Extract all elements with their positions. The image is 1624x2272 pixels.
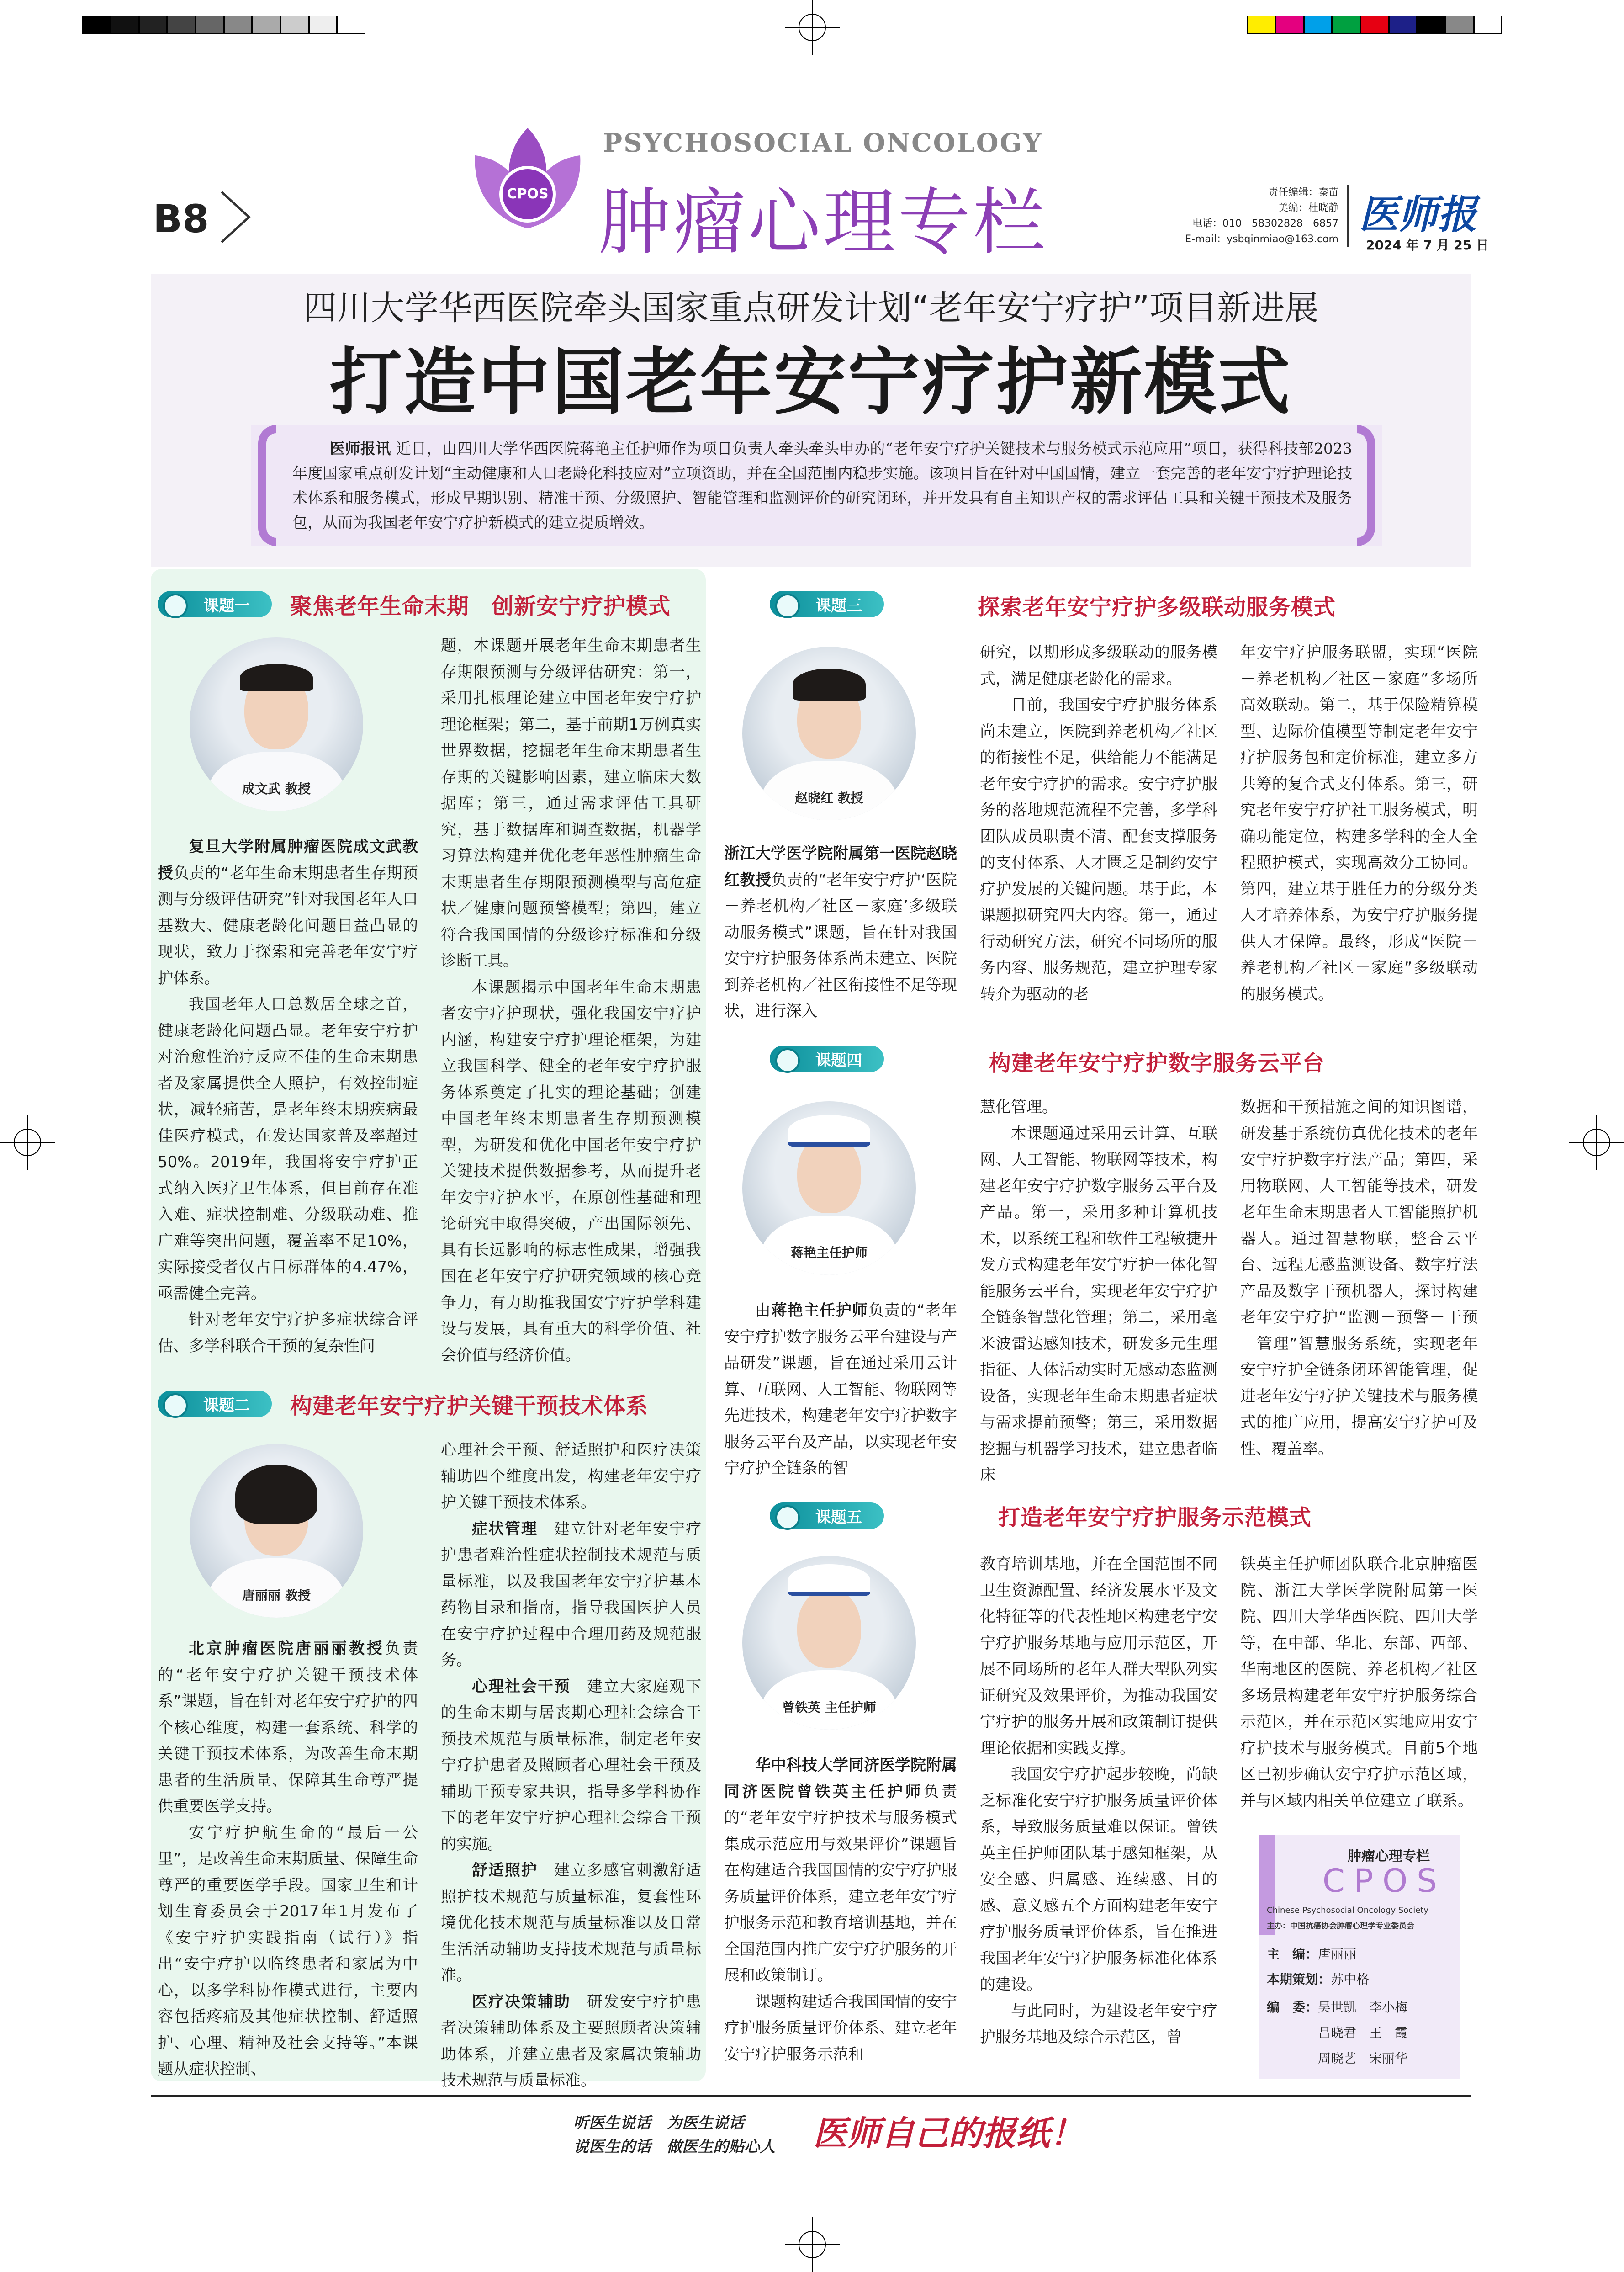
paragraph: 本课题揭示中国老年生命末期患者安宁疗护现状，强化我国安宁疗护内涵，构建安宁疗护理论框架，为建立我国科学、健全的老年安宁疗护服务体系奠定了扎实的理论基础；创建中国老年终末期患者生存期预测模型，为研发和优化中国老年安宁疗护关键技术提供数据参考，从而提升老年安宁疗护水平，在原创性基础和理论研究中取得突破，产出国际领先、具有长远影响的标志性成果，增强我国在老年安宁疗护研究领域的核心竞争力，有力助推我国安宁疗护学科建设与发展，具有重大的科学价值、社会价值与经济价值。 xyxy=(441,978,701,1364)
paragraph: 安宁疗护航生命的“最后一公里”，是改善生命末期质量、保障生命尊严的重要医学手段。国家卫生和计划生育委员会于2017年1月发布了《安宁疗护实践指南（试行）》指出“安宁疗护以临终患者和家属为中心，以多学科协作模式进行，主要内容包括疼痛及其他症状控制、舒适照护、心理、精神及社会支持等。”本课题从症状控制、 xyxy=(158,1823,418,2078)
paragraph: 症状管理 建立针对老年安宁疗护患者难治性症状控制技术规范与质量标准，以及我国老年安宁疗护基本药物目录和指南，指导我国医护人员在安宁疗护过程中合理用药及规范服务。 xyxy=(441,1519,701,1669)
paragraph: 铁英主任护师团队联合北京肿瘤医院、浙江大学医学院附属第一医院、四川大学华西医院、四川大学等，在中部、华北、东部、西部、华南地区的医院、养老机构／社区多场景构建老年安宁疗护服务综合示范区，并在示范区实地应用安宁疗护技术与服务模式。目前5个地区已初步确认安宁疗护示范区域，并与区域内相关单位建立了联系。 xyxy=(1240,1555,1478,1810)
topic5-title: 打造老年安宁疗护服务示范模式 xyxy=(998,1505,1312,1530)
topic1-title: 聚焦老年生命末期 创新安宁疗护模式 xyxy=(290,593,671,619)
paragraph: 课题构建适合我国国情的安宁疗护服务质量评价体系、建立老年安宁疗护服务示范和 xyxy=(724,1992,957,2064)
credit-line: 电话：010－58302828－6857 xyxy=(1192,218,1338,229)
paragraph: 浙江大学医学院附属第一医院赵晓红教授负责的“老年安宁疗护‘医院－养老机构／社区－家庭’多级联动服务模式”课题，旨在针对我国安宁疗护服务体系尚未建立、医院到养老机构／社区衔接性不足等现状，进行深入 xyxy=(724,844,957,1020)
topic2-photo xyxy=(190,1444,363,1618)
column-title: 肿瘤心理专栏 xyxy=(598,180,1048,265)
paragraph: 年安宁疗护服务联盟，实现“医院－养老机构／社区－家庭”多场所高效联动。第二，基于保险精算模型、边际价值模型等制定老年安宁疗护服务包和定价标准，建立多方共筹的复合式支付体系。第三，研究老年安宁疗护社工服务模式，明确功能定位，构建多学科的全人全程照护模式，实现高效分工协同。第四，建立基于胜任力的分级分类人才培养体系，为安宁疗护服务提供人才保障。最终，形成“医院－养老机构／社区－家庭”多级联动的服务模式。 xyxy=(1240,643,1478,1003)
paragraph: 我国安宁疗护起步较晚，尚缺乏标准化安宁疗护服务质量评价体系，导致服务质量难以保证。曾铁英主任护师团队基于感知框架，从安全感、归属感、连续感、目的感、意义感五个方面构建老年安宁疗护服务质量评价体系，旨在推进我国老年安宁疗护服务标准化体系的建设。 xyxy=(980,1765,1217,1994)
editor-credits xyxy=(1169,185,1338,247)
paragraph: 教育培训基地，并在全国范围不同卫生资源配置、经济发展水平及文化特征等的代表性地区构建老宁安宁疗护服务基地与应用示范区，开展不同场所的老年人群大型队列实证研究及效果评价，为推动我国安宁疗护的服务开展和政策制订提供理论依据和实践支撑。 xyxy=(980,1555,1217,1757)
photo-caption: 蒋艳主任护师 xyxy=(790,1245,868,1260)
topic3-photo xyxy=(742,647,916,820)
paragraph: 复旦大学附属肿瘤医院成文武教授负责的“老年生命末期患者生存期预测与分级评估研究”针对我国老年人口基数大、健康老龄化问题日益凸显的现状，致力于探索和完善老年安宁疗护体系。 xyxy=(158,838,418,987)
footer-rule xyxy=(151,2095,1471,2097)
cpos-box-planner: 本期策划：苏中格 xyxy=(1267,1972,1370,1987)
headline-kicker: 四川大学华西医院牵头国家重点研发计划“老年安宁疗护”项目新进展 xyxy=(303,288,1319,328)
paragraph: 研究，以期形成多级联动的服务模式，满足健康老龄化的需求。 xyxy=(980,643,1217,688)
topic3-title: 探索老年安宁疗护多级联动服务模式 xyxy=(978,595,1336,620)
topic4-photo xyxy=(742,1101,916,1275)
paragraph: 数据和干预措施之间的知识图谱，研发基于系统仿真优化技术的老年安宁疗护数字疗法产品；第四，采用物联网、人工智能等技术，研发老年生命末期患者人工智能照护机器人。通过智慧物联，整合云平台、远程无感监测设备、数字疗法产品及数字干预机器人，探讨构建老年安宁疗护“监测－预警－干预－管理”智慧服务系统，实现老年安宁疗护全链条闭环智能管理，促进老年安宁疗护关键技术与服务模式的推广应用，提高安宁疗护可及性、覆盖率。 xyxy=(1240,1098,1478,1458)
topic5-header xyxy=(770,1501,884,1530)
topic2-column-b xyxy=(441,1437,701,2094)
paragraph: 心理社会干预、舒适照护和医疗决策辅助四个维度出发，构建老年安宁疗护关键干预技术体系。 xyxy=(441,1441,701,1512)
paragraph: 由蒋艳主任护师负责的“老年安宁疗护数字服务云平台建设与产品研发”课题，旨在通过采用云计算、互联网、人工智能、物联网等先进技术，构建老年安宁疗护数字服务云平台及产品，以实现老年安宁疗护全链条的智 xyxy=(724,1301,957,1477)
cpos-box-sponsor: 主办：中国抗癌协会肿瘤心理学专业委员会 xyxy=(1267,1922,1414,1931)
topic5-column-a xyxy=(724,1752,957,2068)
paragraph: 目前，我国安宁疗护服务体系尚未建立，医院到养老机构／社区的衔接性不足，供给能力不能满足老年安宁疗护的需求。安宁疗护服务的落地规范流程不完善，多学科团队成员职责不清、配套支撑服务的支付体系、人才匮乏是制约安宁疗护发展的关键问题。基于此，本课题拟研究四大内容。第一，通过行动研究方法，研究不同场所的服务内容、服务规范，建立护理专家转介为驱动的老 xyxy=(980,696,1217,1003)
crop-mark-top xyxy=(785,0,840,55)
cpos-box-column: 肿瘤心理专栏 xyxy=(1348,1848,1430,1864)
crop-mark-bottom xyxy=(785,2217,840,2272)
registration-bar-left xyxy=(82,16,365,34)
paragraph: 北京肿瘤医院唐丽丽教授负责的“老年安宁疗护关键干预技术体系”课题，旨在针对老年安宁疗护的四个核心维度，构建一套系统、科学的关键干预技术体系，为改善生命末期患者的生活质量、保障其生命尊严提供重要医学支持。 xyxy=(158,1640,418,1815)
topic4-title: 构建老年安宁疗护数字服务云平台 xyxy=(989,1051,1325,1076)
lead-label: 医师报讯 xyxy=(330,440,391,457)
topic5-photo xyxy=(742,1556,916,1730)
topic1-photo xyxy=(190,637,363,811)
cpos-box-society: Chinese Psychosocial Oncology Society xyxy=(1267,1906,1428,1915)
crop-mark-left xyxy=(0,1115,55,1170)
paragraph: 我国老年人口总数居全球之首，健康老龄化问题凸显。老年安宁疗护对治愈性治疗反应不佳的生命末期患者及家属提供全人照护，有效控制症状，减轻痛苦，是老年终末期疾病最佳医疗模式，在发达国家普及率超过50%。2019年，我国将安宁疗护正式纳入医疗卫生体系，但目前存在准入难、症状控制难、分级联动难、推广难等突出问题，覆盖率不足10%，实际接受者仅占目标群体的4.47%，亟需健全完善。 xyxy=(158,995,418,1303)
paragraph: 心理社会干预 建立大家庭观下的生命末期与居丧期心理社会综合干预技术规范与质量标准，制定老年安宁疗护患者及照顾者心理社会干预及辅助干预专家共识，指导多学科协作下的老年安宁疗护心理社会综合干预的实施。 xyxy=(441,1677,701,1853)
photo-caption: 曾铁英 主任护师 xyxy=(782,1700,876,1715)
cpos-info-box xyxy=(1259,1835,1460,2079)
lead-bracket-left xyxy=(258,425,276,546)
topic1-tag: 课题一 xyxy=(158,591,272,617)
topic4-header xyxy=(770,1044,884,1073)
english-title: PSYCHOSOCIAL ONCOLOGY xyxy=(603,128,1043,158)
paragraph: 舒适照护 建立多感官刺激舒适照护技术规范与质量标准，复套性环境优化技术规范与质量标准以及日常生活活动辅助支持技术规范与质量标准。 xyxy=(441,1861,701,1985)
topic1-column-b xyxy=(441,633,701,1369)
topic1-column-a xyxy=(158,834,418,1359)
topic2-tag: 课题二 xyxy=(158,1391,272,1417)
topic3-tag: 课题三 xyxy=(770,591,884,617)
photo-caption: 成文武 教授 xyxy=(242,781,311,796)
topic5-tag: 课题五 xyxy=(770,1502,884,1529)
topic4-column-b xyxy=(980,1094,1217,1489)
lead-paragraph xyxy=(292,436,1352,535)
registration-bar-right xyxy=(1247,16,1502,34)
newspaper-name: 医师报 xyxy=(1359,192,1477,238)
topic5-column-b xyxy=(980,1551,1217,2051)
paragraph: 慧化管理。 xyxy=(980,1098,1058,1116)
paragraph: 医疗决策辅助 研发安宁疗护患者决策辅助体系及主要照顾者决策辅助体系，并建立患者及家属决策辅助技术规范与质量标准。 xyxy=(441,1992,701,2090)
crop-mark-right xyxy=(1569,1115,1624,1170)
paragraph: 华中科技大学同济医学院附属同济医院曾铁英主任护师负责的“老年安宁疗护技术与服务模式集成示范应用与效果评价”课题旨在构建适合我国国情的安宁疗护服务质量评价体系，建立老年安宁疗护服务示范和教育培训基地，并在全国范围内推广安宁疗护服务的开展和政策制订。 xyxy=(724,1756,957,1985)
issue-date: 2024 年 7 月 25 日 xyxy=(1366,238,1489,253)
topic2-column-a xyxy=(158,1636,418,2083)
topic4-tag: 课题四 xyxy=(770,1046,884,1072)
lead-bracket-right xyxy=(1357,425,1375,546)
footer-slogan: 医师自己的报纸！ xyxy=(813,2114,1084,2153)
topic2-title: 构建老年安宁疗护关键干预技术体系 xyxy=(290,1393,649,1419)
masthead-divider xyxy=(1347,185,1349,247)
photo-caption: 唐丽丽 教授 xyxy=(242,1588,311,1603)
footer-tagline-2: 说医生的话 做医生的贴心人 xyxy=(573,2138,775,2156)
paragraph: 题，本课题开展老年生命末期患者生存期限预测与分级评估研究：第一，采用扎根理论建立中国老年安宁疗护理论框架；第二，基于前期1万例真实世界数据，挖掘老年生命末期患者生存期的关键影响因素，建立临床大数据库；第三，通过需求评估工具研究，基于数据库和调查数据，机器学习算法构建并优化老年恶性肿瘤生命末期患者生存期限预测模型与高危症状／健康问题预警模型；第四，建立符合我国国情的分级诊疗标准和分级诊断工具。 xyxy=(441,637,701,970)
headline-main: 打造中国老年安宁疗护新模式 xyxy=(330,340,1292,425)
credit-line: 美编：杜晓静 xyxy=(1278,202,1338,214)
paragraph: 针对老年安宁疗护多症状综合评估、多学科联合干预的复杂性问 xyxy=(158,1311,418,1355)
topic4-column-a xyxy=(724,1298,957,1482)
page-number: B8 xyxy=(153,196,209,241)
topic5-column-c xyxy=(1240,1551,1478,1814)
paragraph: 与此同时，为建设老年安宁疗护服务基地及综合示范区，曾 xyxy=(980,2001,1217,2046)
topic3-column-a xyxy=(724,841,957,1025)
topic3-column-b xyxy=(980,640,1217,1008)
topic4-column-c xyxy=(1240,1094,1478,1462)
credit-line: E-mail：ysbqinmiao@163.com xyxy=(1185,234,1338,245)
lotus-logo xyxy=(461,119,594,251)
cpos-box-logo: CPOS xyxy=(1322,1862,1446,1900)
credit-line: 责任编辑：秦苗 xyxy=(1268,187,1338,198)
photo-caption: 赵晓红 教授 xyxy=(795,791,863,806)
topic3-header xyxy=(770,589,884,619)
paragraph: 本课题通过采用云计算、互联网、人工智能、物联网等技术，构建老年安宁疗护数字服务云平台及产品。第一，采用多种计算机技术，以系统工程和软件工程敏捷开发方式构建老年安宁疗护一体化智能服务云平台，实现老年安宁疗护全链条智慧化管理；第二，采用毫米波雷达感知技术，研发多元生理指征、人体活动实时无感动态监测设备，实现老年生命末期患者症状与需求提前预警；第三，采用数据挖掘与机器学习技术，建立患者临床 xyxy=(980,1124,1217,1484)
topic2-header xyxy=(158,1389,648,1418)
logo-text: CPOS xyxy=(507,186,549,202)
topic3-column-c xyxy=(1240,640,1478,1008)
footer-tagline-1: 听医生说话 为医生说话 xyxy=(573,2114,744,2132)
lead-text: 近日，由四川大学华西医院蒋艳主任护师作为项目负责人牵头牵头申办的“老年安宁疗护关键技术与服务模式示范应用”项目，获得科技部2023年度国家重点研发计划“主动健康和人口老龄化科技应对”立项资助，并在全国范围内稳步实施。该项目旨在针对中国国情，建立一套完善的老年安宁疗护理论技术体系和服务模式，形成早期识别、精准干预、分级照护、智能管理和监测评价的研究闭环，并开发具有自主知识产权的需求评估工具和关键干预技术及服务包，从而为我国老年安宁疗护新模式的建立提质增效。 xyxy=(292,440,1353,531)
cpos-box-editors: 编 委：吴世凯 李小梅 吕晓君 王 霞 周晓艺 宋丽华 xyxy=(1267,2000,1408,2066)
topic1-header xyxy=(158,589,671,619)
masthead xyxy=(0,105,1624,265)
chevron-right-icon xyxy=(215,187,256,247)
cpos-box-chief: 主 编：唐丽丽 xyxy=(1267,1947,1357,1962)
